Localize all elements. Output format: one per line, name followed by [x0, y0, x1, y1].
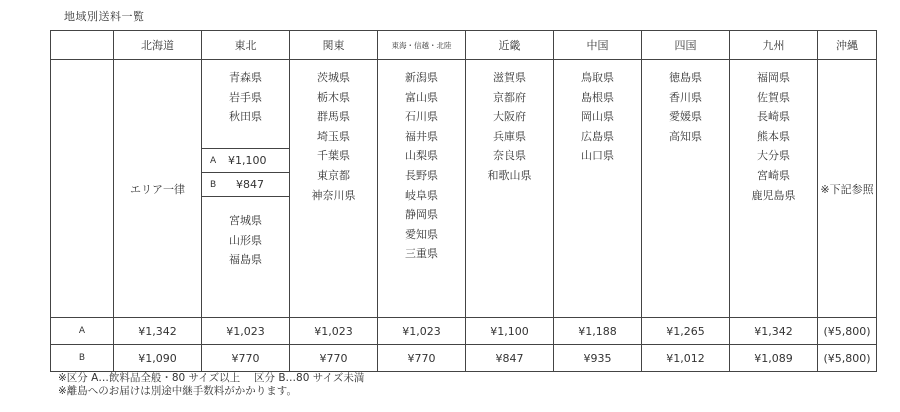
category-label: B — [210, 179, 217, 190]
prefecture: 福井県 — [405, 129, 438, 143]
prefecture: 長野県 — [405, 168, 438, 182]
price-row-label: A — [51, 318, 114, 345]
tohoku-cell — [202, 60, 290, 318]
footnote-islands: ※離島へのお届けは別途中継手数料がかかります。 — [58, 385, 297, 397]
prefecture: 山口県 — [581, 149, 614, 163]
tohoku-group-2 — [202, 196, 289, 309]
prefecture: 岡山県 — [581, 110, 614, 124]
prefecture: 宮城県 — [229, 214, 262, 227]
kyushu-cell — [730, 60, 818, 318]
prefecture: 山形県 — [229, 233, 262, 247]
prefecture: 島根県 — [581, 90, 614, 104]
prefecture: 岩手県 — [229, 90, 262, 104]
category-label: A — [210, 155, 217, 166]
prefecture: 奈良県 — [493, 149, 526, 163]
header-shikoku: 四国 — [642, 31, 730, 60]
prefecture: 石川県 — [405, 110, 438, 124]
prefecture: 大分県 — [757, 149, 790, 163]
prefecture: 青森県 — [229, 71, 262, 84]
header-tohoku: 東北 — [202, 31, 290, 60]
price-cell: ¥1,023 — [202, 318, 290, 345]
prefecture: 和歌山県 — [487, 168, 532, 182]
prefecture: 愛知県 — [405, 227, 438, 241]
row-label-empty — [51, 60, 114, 318]
header-chugoku: 中国 — [554, 31, 642, 60]
header-okinawa: 沖縄 — [818, 31, 877, 60]
price-cell: ¥1,265 — [642, 318, 730, 345]
prefecture: 埼玉県 — [317, 129, 350, 143]
price-cell: ¥770 — [202, 345, 290, 372]
price-cell: ¥770 — [290, 345, 378, 372]
prefecture: 神奈川県 — [311, 188, 356, 202]
header-hokkaido: 北海道 — [114, 31, 202, 60]
prefecture: 茨城県 — [317, 71, 350, 84]
price-value: ¥1,100 — [228, 154, 267, 167]
prefecture: 徳島県 — [669, 71, 702, 84]
tohoku-price-b — [202, 172, 289, 196]
price-cell: ¥935 — [554, 345, 642, 372]
prefecture: 鳥取県 — [581, 71, 614, 84]
prefecture: 高知県 — [669, 129, 702, 143]
prefecture: 福島県 — [229, 253, 262, 267]
price-cell: ¥770 — [378, 345, 466, 372]
prefecture: 宮崎県 — [757, 168, 790, 182]
footnotes — [58, 372, 364, 398]
prefecture-row — [51, 60, 877, 318]
header-kyushu: 九州 — [730, 31, 818, 60]
tohoku-group-1 — [202, 60, 289, 148]
prefecture: 兵庫県 — [493, 129, 526, 143]
prefecture: 東京都 — [317, 168, 350, 182]
prefecture: 群馬県 — [317, 110, 350, 124]
prefecture: 栃木県 — [317, 90, 350, 104]
chugoku-cell — [554, 60, 642, 318]
price-row-a — [51, 318, 877, 345]
header-kinki: 近畿 — [466, 31, 554, 60]
prefecture: 秋田県 — [229, 110, 262, 124]
header-tokai-shinetsu-hokuriku: 東海・信越・北陸 — [378, 31, 466, 60]
price-cell: ¥847 — [466, 345, 554, 372]
header-kanto: 関東 — [290, 31, 378, 60]
footnote-category: ※区分 A…飲料品全般・80 サイズ以上 区分 B…80 サイズ未満 — [58, 372, 365, 384]
price-cell: (¥5,800) — [818, 345, 877, 372]
prefecture: 佐賀県 — [757, 90, 790, 104]
prefecture: 三重県 — [405, 247, 438, 261]
prefecture: 富山県 — [405, 90, 438, 104]
prefecture: 福岡県 — [757, 71, 790, 84]
prefecture: 鹿児島県 — [751, 188, 796, 202]
shikoku-cell — [642, 60, 730, 318]
price-cell: ¥1,342 — [114, 318, 202, 345]
price-cell: ¥1,012 — [642, 345, 730, 372]
prefecture: 山梨県 — [405, 149, 438, 163]
price-cell: ¥1,089 — [730, 345, 818, 372]
okinawa-note: ※下記参照 — [818, 60, 877, 318]
price-cell: (¥5,800) — [818, 318, 877, 345]
price-cell: ¥1,023 — [378, 318, 466, 345]
prefecture: 滋賀県 — [493, 71, 526, 84]
prefecture: 千葉県 — [317, 149, 350, 163]
price-cell: ¥1,023 — [290, 318, 378, 345]
prefecture: 広島県 — [581, 129, 614, 143]
prefecture: 静岡県 — [405, 208, 438, 222]
prefecture: 香川県 — [669, 90, 702, 104]
prefecture: 熊本県 — [757, 129, 790, 143]
prefecture: 新潟県 — [405, 71, 438, 84]
kanto-cell — [290, 60, 378, 318]
page-title: 地域別送料一覧 — [64, 10, 145, 23]
tohoku-price-a — [202, 148, 289, 172]
price-cell: ¥1,342 — [730, 318, 818, 345]
header-row — [51, 31, 877, 60]
prefecture: 京都府 — [493, 90, 526, 104]
hokkaido-area-text: エリア一律 — [114, 60, 202, 318]
price-cell: ¥1,188 — [554, 318, 642, 345]
price-value: ¥847 — [236, 178, 264, 191]
prefecture: 岐阜県 — [405, 188, 438, 202]
tokai-cell — [378, 60, 466, 318]
header-blank — [51, 31, 114, 60]
prefecture: 長崎県 — [757, 110, 790, 124]
kinki-cell — [466, 60, 554, 318]
price-row-b — [51, 345, 877, 372]
price-cell: ¥1,090 — [114, 345, 202, 372]
prefecture: 愛媛県 — [669, 110, 702, 124]
shipping-rate-table — [50, 30, 877, 372]
price-row-label: B — [51, 345, 114, 372]
prefecture: 大阪府 — [493, 110, 526, 124]
price-cell: ¥1,100 — [466, 318, 554, 345]
